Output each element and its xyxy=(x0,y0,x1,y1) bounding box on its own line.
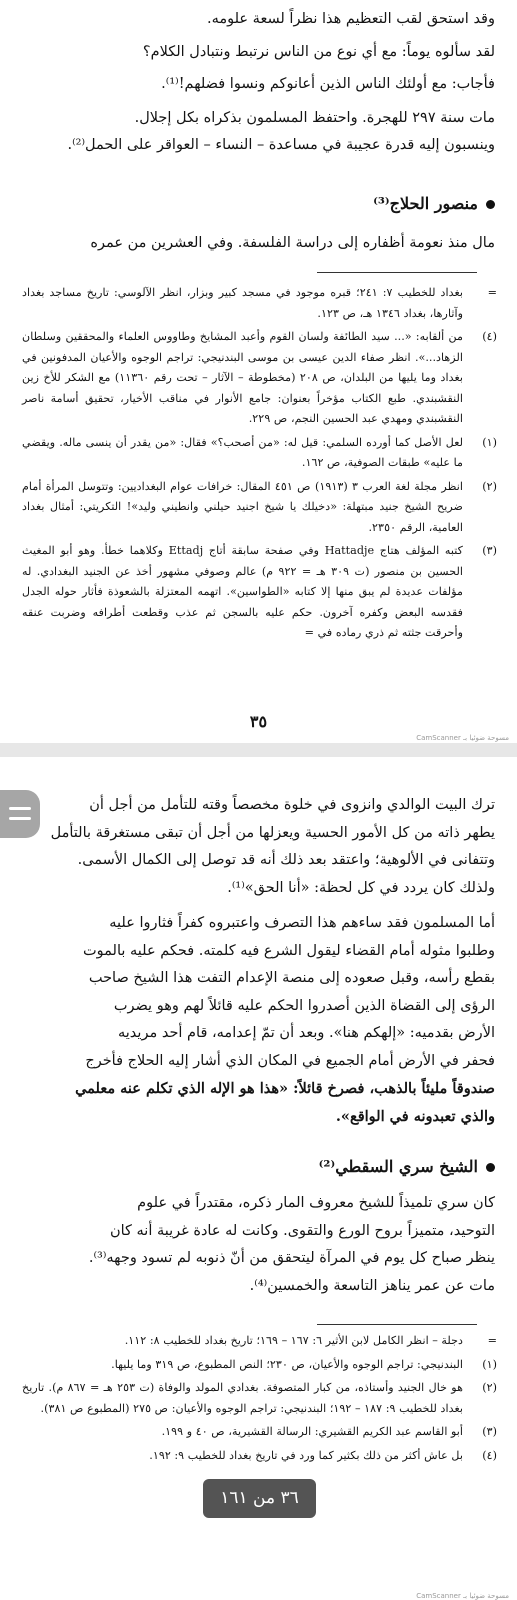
page36-para1 xyxy=(46,792,495,902)
document-page-36 xyxy=(0,757,517,1600)
body-line: بقطع رأسه، وقبل صعوده إلى منصة الإعدام التفت هذا الشيخ صاحب xyxy=(88,970,495,986)
footnote: (٤) من ألقابه: «... سيد الطائفة ولسان القوم وأعبد المشايخ وطاووس العلماء والمحققين وسلطان الزهاد...». انظر صفاء الدين عيسى بن موسى البندنيجي: تراجم الوجوه والأعيان المدفونين في بغداد وما يليها من البلدان، ص ٢٠٨ (مخطوطة – الآثار – تحت رقم ١١٣٦٠) مع الشكر للأخ زين النقشبندي. طبع الكتاب مؤخراً بعنوان: جامع الأنوار في مناقب الأخيار، تحقيق أسامة ناصر النقشبندي ومهدي عبد الحسين النجم، ص ٢٢٩. xyxy=(22,330,497,425)
scanner-watermark: CamScanner مسوحة ضوئيا بـ xyxy=(416,1592,509,1600)
footnote: (١) لعل الأصل كما أورده السلمي: قيل له: «من أصحب؟» فقال: «من يقدر أن ينسى ماله. ويقضي ما عليه» طبقات الصوفية، ص ١٦٢. xyxy=(22,435,497,469)
body-line: كان سري تلميذاً للشيخ معروف المار ذكره، مقتدراً في علوم xyxy=(137,1195,495,1211)
body-line: والذي تعبدونه في الواقع». xyxy=(335,1107,495,1125)
footnote: = دجلة – انظر الكامل لابن الأثير ٦: ١٦٧ – ١٦٩؛ تاريخ بغداد للخطيب ٨: ١١٢. xyxy=(124,1334,497,1347)
body-line: مال منذ نعومة أظفاره إلى دراسة الفلسفة. وفي العشرين من عمره xyxy=(90,235,495,251)
body-line: وتتفانى في الألوهية؛ واعتقد بعد ذلك أنه قد توصل إلى الكمال الأسمى. xyxy=(77,852,495,868)
footnote: = بغداد للخطيب ٧: ٢٤١؛ قبره موجود في مسجد كبير وبزار، انظر الآلوسي: تاريخ مساجد بغداد وآثارها، بغداد ١٣٤٦ هـ، ص ١٢٣. xyxy=(22,286,497,320)
footnote: (٢) هو خال الجنيد وأستاذه، من كبار المتصوفة. بغدادي المولد والوفاة (ت ٢٥٣ هـ = ٨٦٧ م). تاريخ بغداد للخطيب ٩: ١٨٧ – ١٩٢؛ البندنيجي: تراجم الوجوه والأعيان: ص ٢٧٥ (المطبوع ص ٣٨١). xyxy=(22,1381,497,1415)
body-line: ينظر صباح كل يوم في المرآة ليتحقق من أنّ ذنوبه لم تسود وجهه⁽³⁾. xyxy=(88,1250,495,1266)
menu-line xyxy=(9,807,31,810)
footnote-separator xyxy=(317,1324,477,1325)
body-line: فأجاب: مع أولئك الناس الذين أعانوكم ونسوا فضلهم!⁽¹⁾. xyxy=(161,76,495,92)
page36-para3 xyxy=(30,1190,495,1300)
body-line: وينسبون إليه قدرة عجيبة في مساعدة – النساء – العواقر على الحمل⁽²⁾. xyxy=(67,137,495,153)
footnote: (٢) انظر مجلة لغة العرب ٣ (١٩١٣) ص ٤٥١ المقال: خرافات عوام البغداديين: وتتوسل المرأة أمام ضريح الشيخ جنيد مبتهلة: «دخيلك يا شيخ اجنيد حيلني وانطيني وليد»! التكريتي: أمثال بغداد العامية، الرقم ٢٣٥٠. xyxy=(22,479,497,534)
page36-footnotes xyxy=(22,1331,497,1466)
body-line: أما المسلمون فقد ساءهم هذا التصرف واعتبروه كفراً فثاروا عليه xyxy=(109,915,495,931)
menu-line xyxy=(9,817,31,820)
body-line: فحفر في الأرض أمام الجميع في المكان الذي أشار إليه الحلاج فأخرج xyxy=(85,1052,495,1069)
footnote: (٤) بل عاش أكثر من ذلك بكثير كما ورد في تاريخ بغداد للخطيب ٩: ١٩٢. xyxy=(149,1448,497,1462)
page35-body-text xyxy=(34,6,495,160)
footnote: (١) البندنيجي: تراجم الوجوه والأعيان، ص ٢٣٠؛ النص المطبوع، ص ٣١٩ وما يليها. xyxy=(111,1357,497,1371)
body-line: التوحيد، متميزاً بروح الورع والتقوى. وكانت له عادة غريبة أنه كان xyxy=(109,1222,495,1239)
section-heading-hallaj: منصور الحلاج⁽³⁾ xyxy=(30,191,495,217)
page-gap xyxy=(0,743,517,757)
body-line: ولذلك كان يردد في كل لحظة: «أنا الحق»⁽¹⁾. xyxy=(227,879,495,896)
body-line: وقد استحق لقب التعظيم هذا نظراً لسعة علومه. xyxy=(206,11,495,27)
body-line: وطلبوا مثوله أمام القضاء ليقول الشرع فيه كلمته. فحكم عليه بالموت xyxy=(83,942,495,959)
body-line: مات سنة ٢٩٧ للهجرة. واحتفظ المسلمون بذكراه بكل إجلال. xyxy=(134,109,495,126)
footnote: (٣) كتبه المؤلف هتاج Hattadje وفي صفحة سابقة أتاج Ettadj وكلاهما خطأ. وهو أبو المغيث الحسين بن منصور (ت ٣٠٩ هـ = ٩٢٢ م) عالم وصوفي مشهور أخذ عن الجنيد البغدادي. له مؤلفات عديدة لم يبق منها إلا كتابه «الطواسين». اتهمه المعتزلة بالشعوذة فأثار حوله الجدل فقدسه البعض وكفره آخرون. حكم عليه بالسجن ثم عذب وقطعت أطرافه وضربت عنقه وأحرقت جثته ثم ذري رماده في = xyxy=(22,544,497,639)
page-counter-badge: ٣٦ من ١٦١ xyxy=(203,1479,316,1518)
body-line: لقد سألوه يوماً: مع أي نوع من الناس نرتبط ونتبادل الكلام؟ xyxy=(142,43,495,60)
menu-handle-button[interactable] xyxy=(0,790,40,838)
section-heading-sari: الشيخ سري السقطي⁽²⁾ xyxy=(30,1154,495,1180)
page-number: ٣٥ xyxy=(249,712,268,731)
bullet-icon xyxy=(486,1163,495,1172)
body-line: الرؤى إلى القضاة الذين أصدروا الحكم عليه قائلاً لهم وهو يضرب xyxy=(113,997,495,1014)
page36-para2 xyxy=(30,910,495,1130)
body-line: مات عن عمر يناهز التاسعة والخمسين⁽⁴⁾. xyxy=(249,1277,495,1294)
page35-intro-text xyxy=(34,230,495,258)
scanner-watermark: CamScanner مسوحة ضوئيا بـ xyxy=(416,734,509,742)
bullet-icon xyxy=(486,200,495,209)
body-line: يطهر ذاته من كل الأمور الحسية ويعزلها من أجل أن تبقى مستغرقة بالتأمل xyxy=(50,824,495,841)
body-line: الأرض بقدميه: «إلهكم هنا». وبعد أن تمّ إعدامه، قام أحد مريديه xyxy=(118,1025,495,1041)
page35-footnotes xyxy=(22,283,497,644)
footnote: (٣) أبو القاسم عبد الكريم القشيري: الرسالة القشيرية، ص ٤٠ و ١٩٩. xyxy=(161,1425,497,1438)
footnote-separator xyxy=(317,272,477,273)
document-page-35 xyxy=(0,0,517,743)
body-line: ترك البيت الوالدي وانزوى في خلوة مخصصاً وقته للتأمل من أجل أن xyxy=(89,797,495,813)
body-line: صندوقاً مليئاً بالذهب، فصرخ قائلاً: «هذا هو الإله الذي تكلم عنه معلمي xyxy=(75,1080,495,1097)
